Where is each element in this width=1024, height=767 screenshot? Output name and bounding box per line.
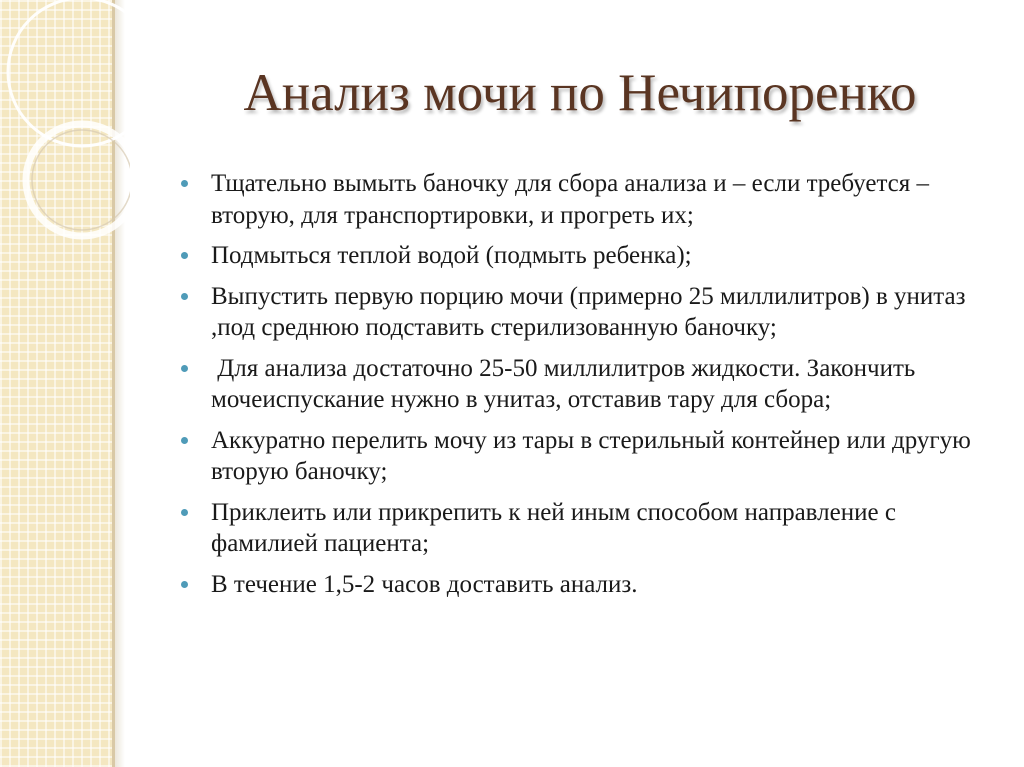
bullet-icon [181, 252, 188, 259]
decorative-rings [0, 0, 130, 260]
bullet-list [180, 168, 995, 609]
bullet-icon [181, 437, 188, 444]
list-item-text: Приклеить или прикрепить к ней иным способом направление с фамилией пациента; [211, 498, 896, 557]
list-item [180, 240, 995, 272]
list-item-text: Выпустить первую порцию мочи (примерно 25 миллилитров) в унитаз ,под среднюю подставить стерилизованную баночку; [211, 282, 966, 341]
list-item [180, 281, 995, 344]
bullet-icon [181, 293, 188, 300]
bullet-icon [181, 365, 188, 372]
decorative-ring-lower [26, 124, 130, 236]
list-item-text: Аккуратно перелить мочу из тары в стерильный контейнер или другую вторую баночку; [211, 426, 971, 485]
list-item [180, 353, 995, 416]
list-item [180, 168, 995, 231]
list-item-text: Тщательно вымыть баночку для сбора анализа и – если требуется – вторую, для транспортировки, и прогреть их; [211, 170, 930, 229]
list-item-text: Для анализа достаточно 25-50 миллилитров жидкости. Закончить мочеиспускание нужно в унитаз, отставив тару для сбора; [211, 354, 922, 413]
bullet-icon [181, 581, 188, 588]
bullet-icon [181, 180, 188, 187]
list-item [180, 569, 995, 601]
bullet-icon [181, 509, 188, 516]
list-item [180, 497, 995, 560]
slide-title: Анализ мочи по Нечипоренко [243, 64, 917, 122]
list-item-text: Подмыться теплой водой (подмыть ребенка); [211, 242, 692, 269]
list-item [180, 425, 995, 488]
list-item-text: В течение 1,5-2 часов доставить анализ. [211, 570, 638, 598]
